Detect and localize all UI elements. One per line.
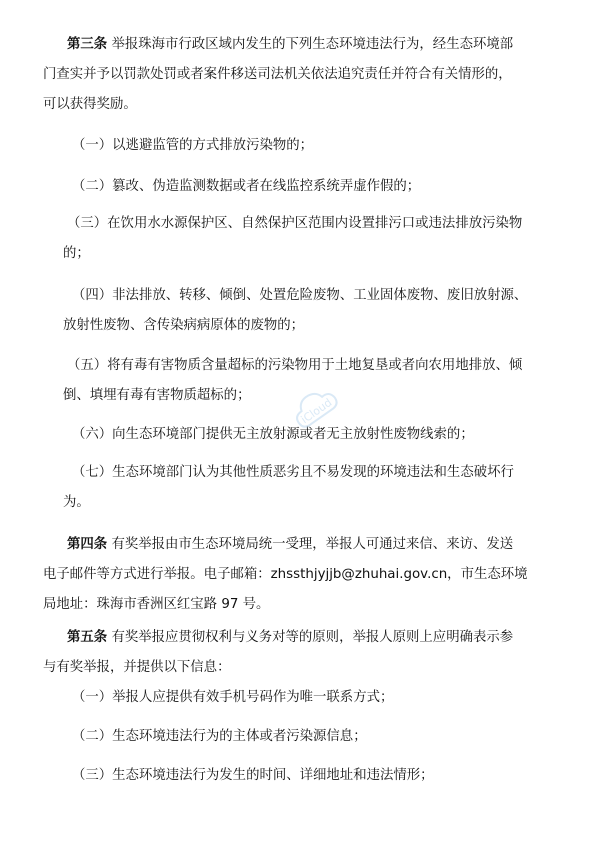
article-4-line-2: 电子邮件等方式进行举报。电子邮箱：zhssthjyjjb@zhuhai.gov.cn，市生态环境 xyxy=(43,567,528,582)
article-3-item-7 xyxy=(63,458,542,518)
list-item-line: （六）向生态环境部门提供无主放射源或者无主放射性废物线索的； xyxy=(72,427,474,442)
list-item-line: （三）在饮用水水源保护区、自然保护区范围内设置排污口或违法排放污染物 xyxy=(67,216,523,231)
article-5 xyxy=(43,623,537,683)
article-5-item-3 xyxy=(72,761,542,791)
article-4-line-3: 局地址：珠海市香洲区红宝路 97 号。 xyxy=(43,597,270,612)
article-3-line-1: 举报珠海市行政区域内发生的下列生态环境违法行为，经生态环境部 xyxy=(111,37,514,52)
list-item-continuation: 为。 xyxy=(63,495,90,510)
article-4 xyxy=(43,530,537,620)
article-3-item-2 xyxy=(72,172,542,202)
list-item-line: （二）生态环境违法行为的主体或者污染源信息； xyxy=(72,729,367,744)
article-5-heading: 第五条 xyxy=(67,630,108,645)
article-5-line-1: 有奖举报应贯彻权利与义务对等的原则，举报人原则上应明确表示参 xyxy=(111,630,514,645)
list-item-line: （四）非法排放、转移、倾倒、处置危险废物、工业固体废物、废旧放射源、 xyxy=(72,288,528,303)
watermark-text: iCloud xyxy=(298,395,335,427)
list-item-continuation: 放射性废物、含传染病病原体的废物的； xyxy=(63,318,305,333)
article-5-item-2 xyxy=(72,722,542,752)
article-3-line-3: 可以获得奖励。 xyxy=(43,97,137,112)
article-3-heading: 第三条 xyxy=(67,37,108,52)
article-5-line-2: 与有奖举报，并提供以下信息： xyxy=(43,660,231,675)
article-3 xyxy=(43,30,537,120)
list-item-line: （五）将有毒有害物质含量超标的污染物用于土地复垦或者向农用地排放、倾 xyxy=(67,358,523,373)
list-item-continuation: 的； xyxy=(63,246,90,261)
list-item-continuation: 倒、填埋有毒有害物质超标的； xyxy=(63,388,251,403)
list-item-line: （一）举报人应提供有效手机号码作为唯一联系方式； xyxy=(72,690,394,705)
article-3-item-4 xyxy=(63,281,542,341)
list-item-line: （一）以逃避监管的方式排放污染物的； xyxy=(72,138,314,153)
list-item-line: （七）生态环境部门认为其他性质恶劣且不易发现的环境违法和生态破坏行 xyxy=(72,465,514,480)
article-5-item-1 xyxy=(72,683,542,713)
article-4-heading: 第四条 xyxy=(67,537,108,552)
article-3-item-1 xyxy=(72,131,542,161)
article-4-line-1: 有奖举报由市生态环境局统一受理，举报人可通过来信、来访、发送 xyxy=(111,537,514,552)
list-item-line: （二）篡改、伪造监测数据或者在线监控系统弄虚作假的； xyxy=(72,179,421,194)
article-3-line-2: 门查实并予以罚款处罚或者案件移送司法机关依法追究责任并符合有关情形的， xyxy=(43,67,512,82)
article-3-item-3 xyxy=(63,209,542,269)
list-item-line: （三）生态环境违法行为发生的时间、详细地址和违法情形； xyxy=(72,768,434,783)
